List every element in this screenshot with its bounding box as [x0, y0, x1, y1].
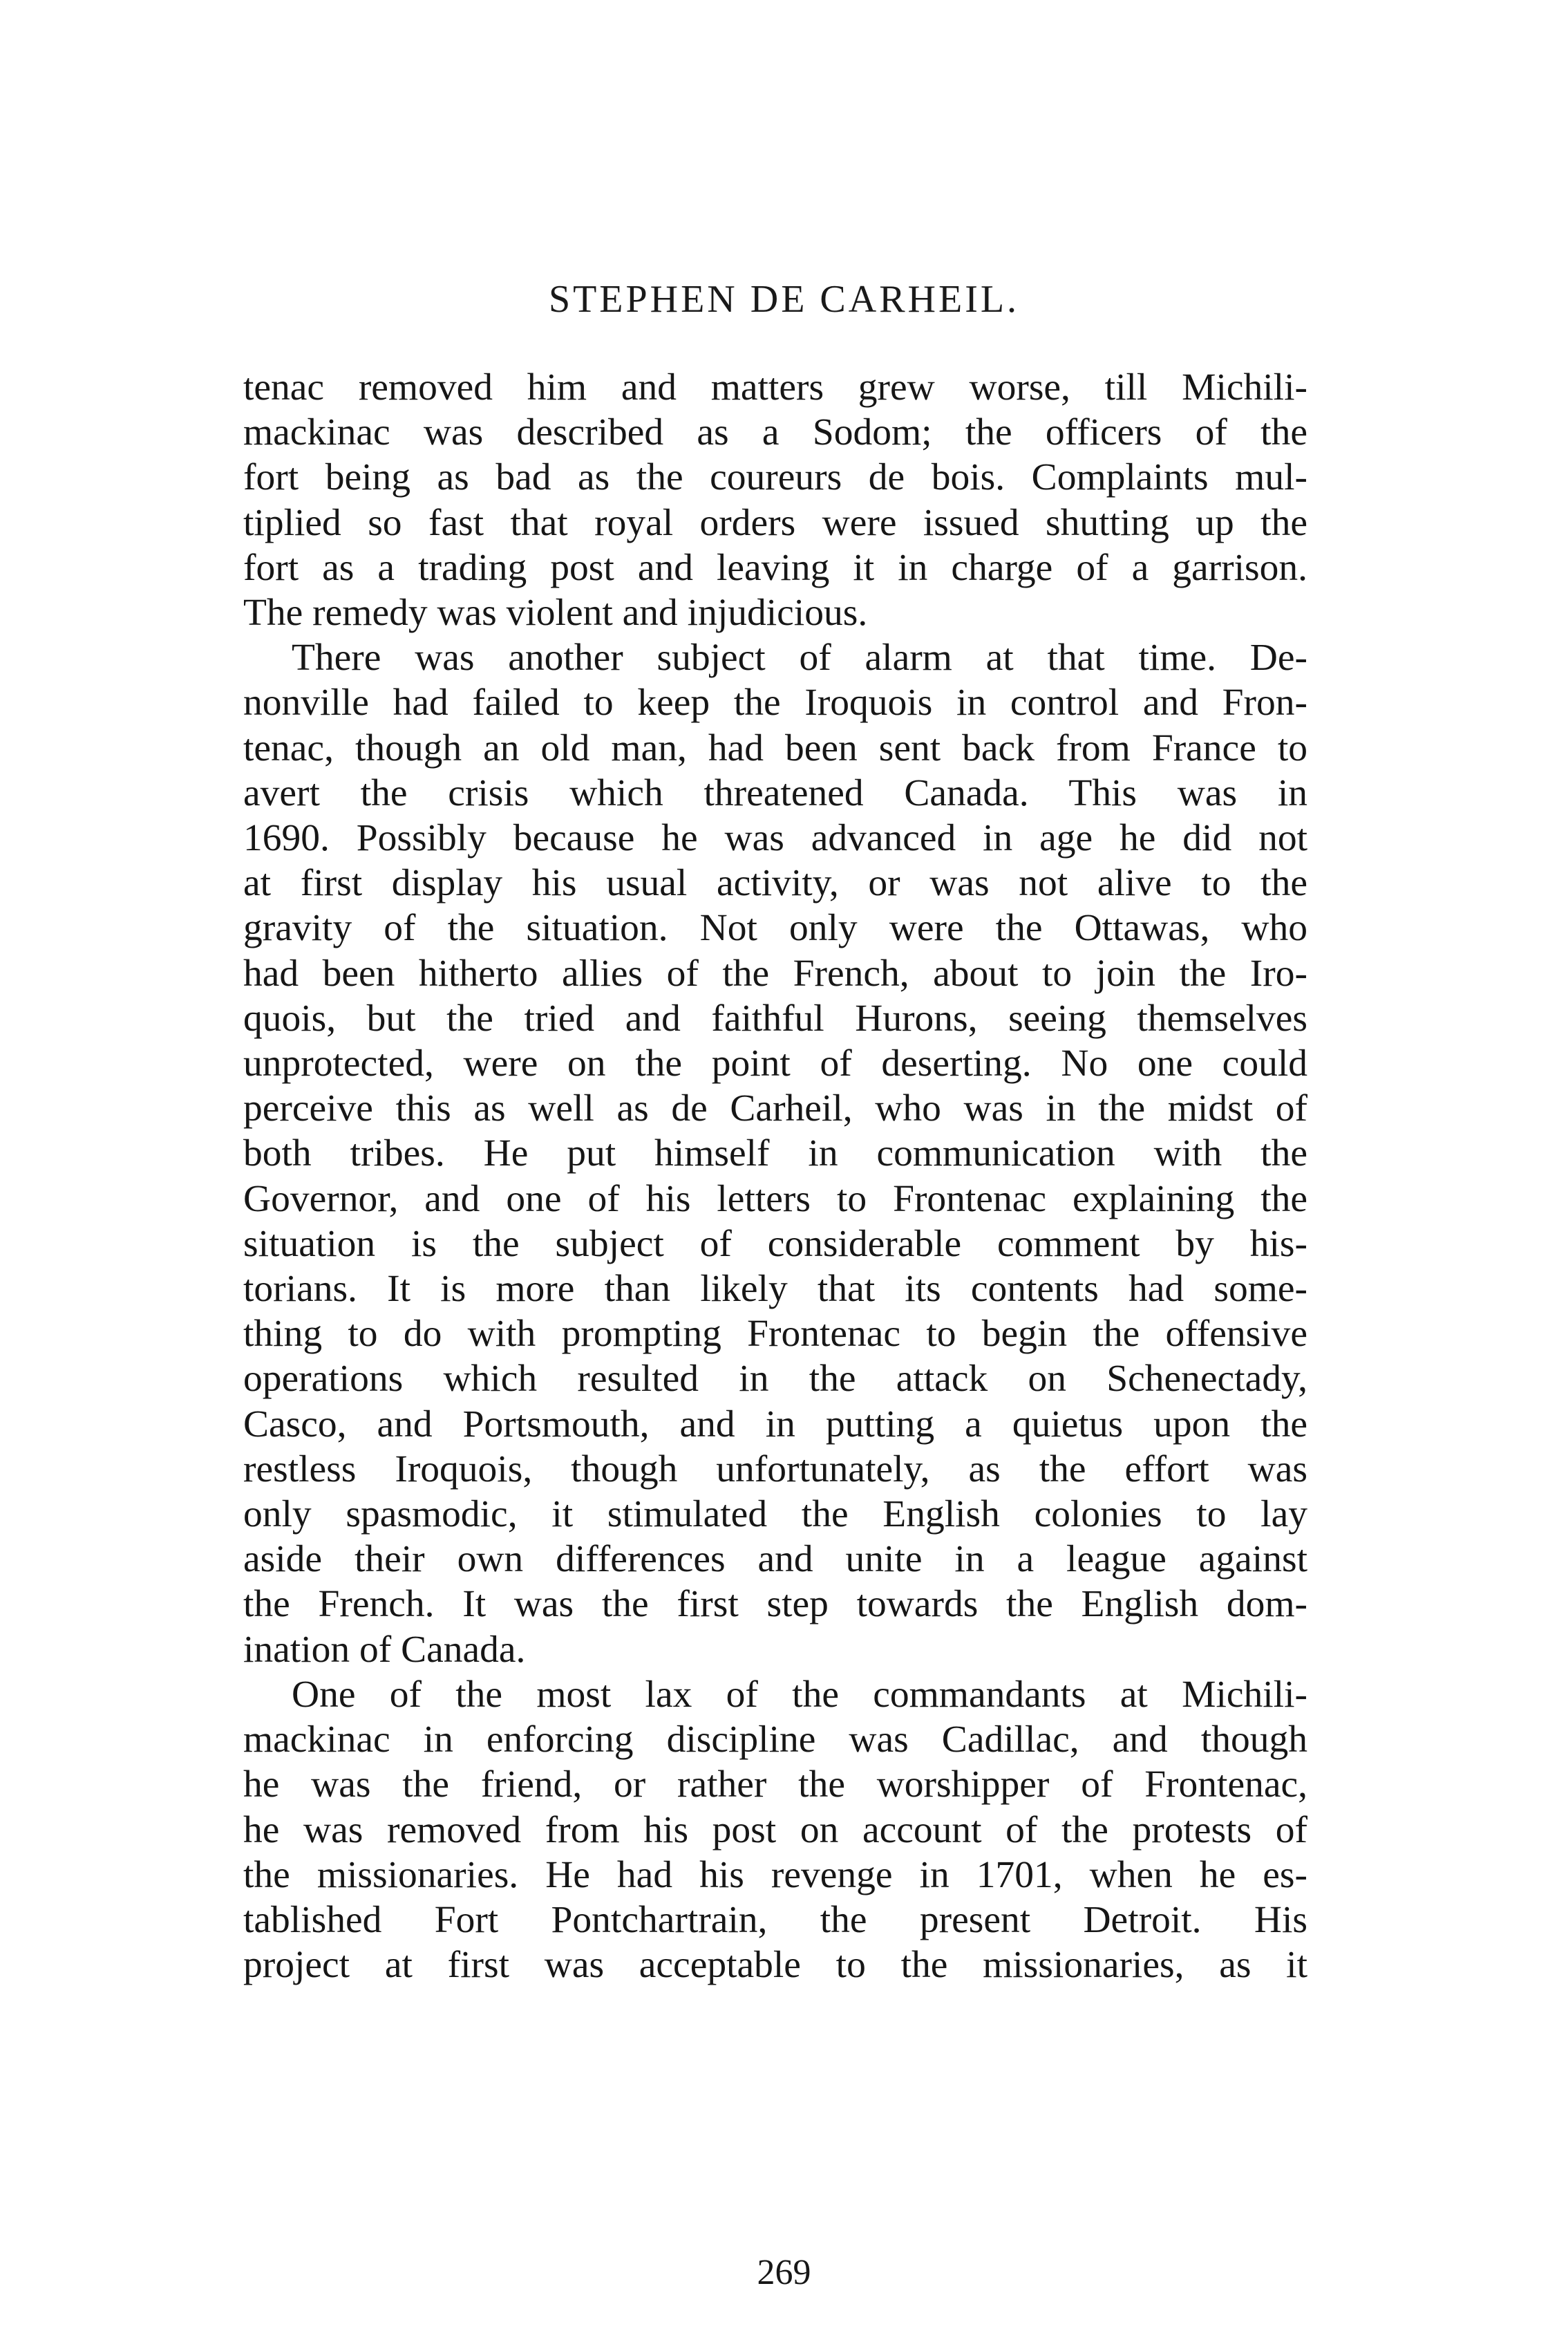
running-header: STEPHEN DE CARHEIL.: [548, 278, 1020, 321]
text-line: quois, but the tried and faithful Hurons, seeing themselves: [243, 997, 1307, 1040]
text-line: at first display his usual activity, or was not alive to the: [243, 862, 1307, 905]
text-line: ination of Canada.: [243, 1628, 526, 1671]
text-line: The remedy was violent and injudicious.: [243, 592, 868, 635]
text-line: unprotected, were on the point of deserting. No one could: [243, 1042, 1307, 1085]
text-line: Casco, and Portsmouth, and in putting a quietus upon the: [243, 1403, 1307, 1445]
text-line: avert the crisis which threatened Canada. This was in: [243, 771, 1307, 814]
text-line: the French. It was the first step towards the English dom-: [243, 1583, 1307, 1626]
text-line: tablished Fort Pontchartrain, the present Detroit. His: [243, 1898, 1307, 1941]
text-line: he was the friend, or rather the worshipper of Frontenac,: [243, 1763, 1307, 1806]
page-body: [243, 365, 1307, 1987]
text-line: Governor, and one of his letters to Frontenac explaining the: [243, 1177, 1307, 1220]
text-line: fort being as bad as the coureurs de bois. Complaints mul-: [243, 456, 1307, 499]
text-line: operations which resulted in the attack on Schenectady,: [243, 1358, 1307, 1400]
text-line: situation is the subject of considerable comment by his-: [243, 1222, 1307, 1265]
text-line: aside their own differences and unite in a league against: [243, 1538, 1307, 1581]
paragraph-first-line: One of the most lax of the commandants at Michili-: [292, 1673, 1307, 1716]
text-line: project at first was acceptable to the missionaries, as it: [243, 1944, 1307, 1987]
text-line: mackinac was described as a Sodom; the officers of the: [243, 411, 1307, 454]
text-line: tiplied so fast that royal orders were issued shutting up the: [243, 501, 1307, 544]
paragraph-first-line: There was another subject of alarm at that time. De-: [292, 637, 1307, 680]
text-line: mackinac in enforcing discipline was Cadillac, and though: [243, 1718, 1307, 1761]
text-line: restless Iroquois, though unfortunately, as the effort was: [243, 1448, 1307, 1490]
text-line: fort as a trading post and leaving it in charge of a garrison.: [243, 546, 1307, 589]
text-line: thing to do with prompting Frontenac to begin the offensive: [243, 1313, 1307, 1356]
text-line: both tribes. He put himself in communication with the: [243, 1132, 1307, 1175]
text-line: he was removed from his post on account of the protests of: [243, 1808, 1307, 1851]
text-line: 1690. Possibly because he was advanced in age he did not: [243, 817, 1307, 860]
text-line: gravity of the situation. Not only were the Ottawas, who: [243, 907, 1307, 950]
text-line: perceive this as well as de Carheil, who was in the midst of: [243, 1087, 1307, 1130]
text-line: nonville had failed to keep the Iroquois in control and Fron-: [243, 682, 1307, 724]
text-line: the missionaries. He had his revenge in 1701, when he es-: [243, 1853, 1307, 1896]
text-line: tenac, though an old man, had been sent back from France to: [243, 727, 1307, 769]
page-number: 269: [757, 2253, 811, 2292]
text-line: had been hitherto allies of the French, about to join the Iro-: [243, 952, 1307, 995]
text-line: torians. It is more than likely that its contents had some-: [243, 1268, 1307, 1311]
text-line: tenac removed him and matters grew worse, till Michili-: [243, 366, 1307, 409]
text-line: only spasmodic, it stimulated the English colonies to lay: [243, 1493, 1307, 1536]
